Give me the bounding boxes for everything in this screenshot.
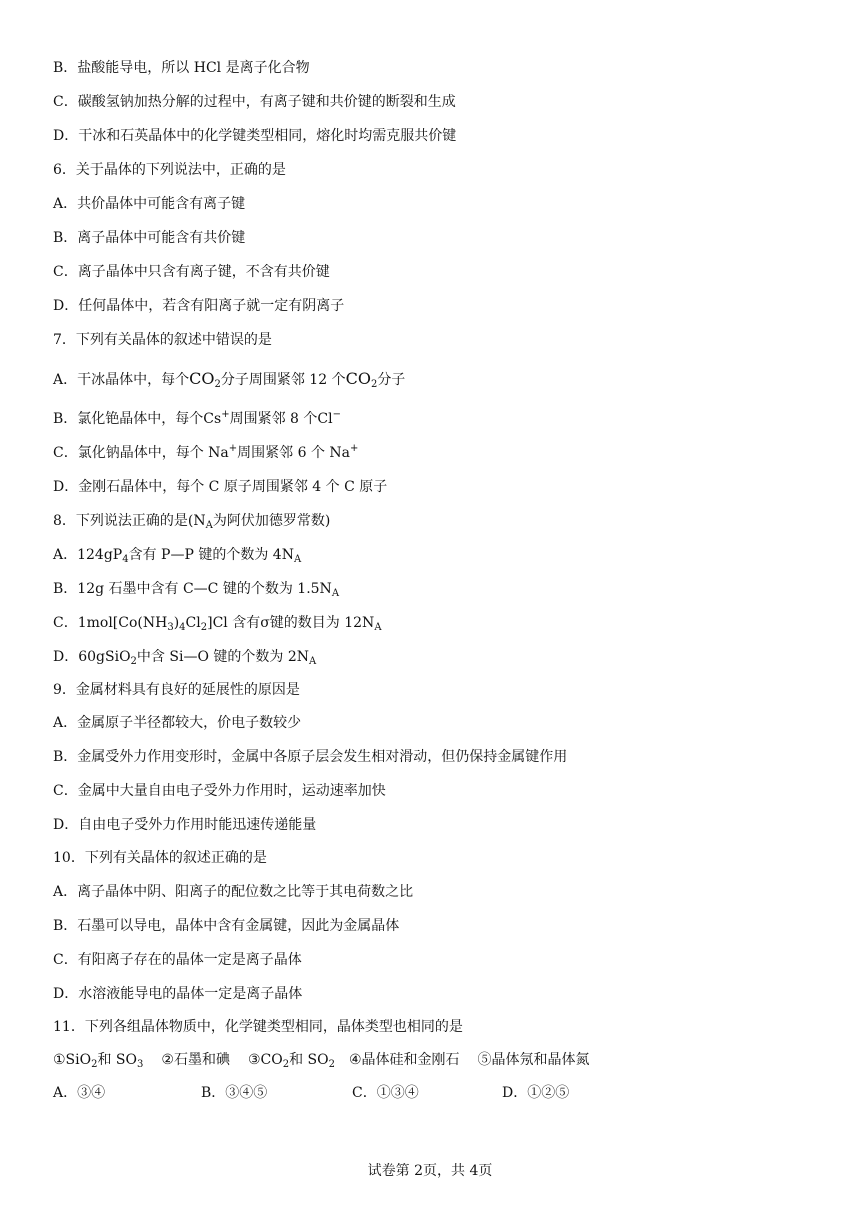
subscript: A: [205, 520, 213, 531]
subscript: A: [308, 656, 317, 667]
subscript: 2: [214, 379, 221, 390]
q11-option-d: D．①②⑤: [502, 1085, 570, 1101]
question-11: 11．下列各组晶体物质中，化学键类型相同，晶体类型也相同的是: [53, 1019, 463, 1035]
formula: Cl: [317, 411, 333, 427]
text: 和 SO: [97, 1052, 138, 1068]
subscript: A: [331, 588, 340, 599]
text: D．60gSiO: [53, 649, 131, 665]
subscript: 2: [91, 1059, 98, 1070]
text: ]Cl 含有σ键的数目为 12N: [207, 615, 375, 631]
text: 周围紧邻 6 个 Na: [237, 445, 351, 461]
q6-option-d: D．任何晶体中，若含有阳离子就一定有阴离子: [53, 298, 345, 314]
q5-option-d: D．干冰和石英晶体中的化学键类型相同，熔化时均需克服共价键: [53, 128, 457, 144]
q8-option-d: [53, 647, 316, 669]
q11-option-a: A．③④: [53, 1085, 106, 1101]
text: ①SiO: [53, 1052, 92, 1068]
q7-option-a: [53, 369, 405, 392]
q8-option-c: [53, 613, 382, 635]
q6-option-b: B．离子晶体中可能含有共价键: [53, 230, 246, 246]
q5-option-c: C．碳酸氢钠加热分解的过程中，有离子键和共价键的断裂和生成: [53, 94, 456, 110]
text: 和 SO: [289, 1052, 329, 1068]
subscript: 2: [282, 1059, 290, 1070]
question-9: 9．金属材料具有良好的延展性的原因是: [53, 682, 300, 698]
text: B．12g 石墨中含有 C—C 键的个数为 1.5N: [53, 581, 332, 597]
subscript: A: [374, 622, 382, 633]
text: A．干冰晶体中，每个: [53, 372, 190, 388]
subscript: 3: [167, 622, 174, 633]
text: ⑤晶体氖和晶体氮: [477, 1052, 590, 1068]
subscript: 4: [122, 554, 129, 565]
superscript: +: [350, 443, 359, 454]
text: ④晶体硅和金刚石: [348, 1052, 460, 1068]
text: 为阿伏加德罗常数): [212, 513, 331, 529]
q8-option-b: [53, 579, 339, 601]
subscript: 2: [370, 379, 378, 390]
subscript: 4: [179, 622, 186, 633]
text: 周围紧邻 8 个: [229, 411, 318, 427]
formula: Cs: [203, 411, 222, 427]
q9-option-b: B．金属受外力作用变形时，金属中各原子层会发生相对滑动，但仍保持金属键作用: [53, 749, 568, 765]
text: ③CO: [247, 1052, 283, 1068]
subscript: 2: [200, 622, 208, 633]
q9-option-a: A．金属原子半径都较大，价电子数较少: [53, 715, 302, 731]
page-footer: 试卷第 2页，共 4页: [367, 1163, 493, 1179]
text: ): [173, 615, 180, 631]
superscript: +: [228, 443, 238, 454]
text: C．1mol[Co(NH: [53, 615, 168, 631]
subscript: A: [293, 554, 302, 565]
q9-option-c: C．金属中大量自由电子受外力作用时，运动速率加快: [53, 783, 386, 799]
subscript: 2: [328, 1059, 335, 1070]
text: 含有 P—P 键的个数为 4N: [128, 547, 294, 563]
q7-option-b: [53, 409, 341, 431]
text: 分子周围紧邻 12 个: [220, 372, 346, 388]
text: 分子: [377, 372, 406, 388]
text: Cl: [185, 615, 201, 631]
text: B．氯化铯晶体中，每个: [53, 411, 204, 427]
superscript: +: [221, 409, 230, 420]
q11-option-c: C．①③④: [352, 1085, 419, 1101]
subscript: 3: [137, 1059, 144, 1070]
q7-option-c: [53, 443, 358, 465]
q11-option-b: B．③④⑤: [201, 1085, 268, 1101]
superscript: −: [332, 409, 341, 420]
text: 中含 Si—O 键的个数为 2N: [136, 649, 309, 665]
text: C．氯化钠晶体中，每个 Na: [53, 445, 229, 461]
question-8: [53, 511, 330, 533]
text: ②石墨和碘: [161, 1052, 230, 1068]
q6-option-a: A．共价晶体中可能含有离子键: [53, 196, 246, 212]
text: A．124gP: [53, 547, 123, 563]
subscript: 2: [130, 656, 137, 667]
q11-items: [53, 1050, 590, 1072]
q9-option-d: D．自由电子受外力作用时能迅速传递能量: [53, 817, 317, 833]
q8-option-a: [53, 545, 301, 567]
text: 8．下列说法正确的是(N: [53, 513, 206, 529]
q5-option-b: B．盐酸能导电，所以 HCl 是离子化合物: [53, 60, 310, 76]
q11-options: [53, 1083, 813, 1103]
q10-option-d: D．水溶液能导电的晶体一定是离子晶体: [53, 986, 303, 1002]
q10-option-b: B．石墨可以导电，晶体中含有金属键，因此为金属晶体: [53, 918, 400, 934]
q10-option-a: A．离子晶体中阴、阳离子的配位数之比等于其电荷数之比: [53, 884, 414, 900]
question-7: 7．下列有关晶体的叙述中错误的是: [53, 332, 272, 348]
formula: CO: [345, 369, 371, 388]
q7-option-d: D．金刚石晶体中，每个 C 原子周围紧邻 4 个 C 原子: [53, 479, 388, 495]
question-10: 10．下列有关晶体的叙述正确的是: [53, 850, 267, 866]
question-6: 6．关于晶体的下列说法中，正确的是: [53, 162, 286, 178]
q6-option-c: C．离子晶体中只含有离子键，不含有共价键: [53, 264, 330, 280]
formula: CO: [189, 369, 215, 388]
q10-option-c: C．有阳离子存在的晶体一定是离子晶体: [53, 952, 302, 968]
